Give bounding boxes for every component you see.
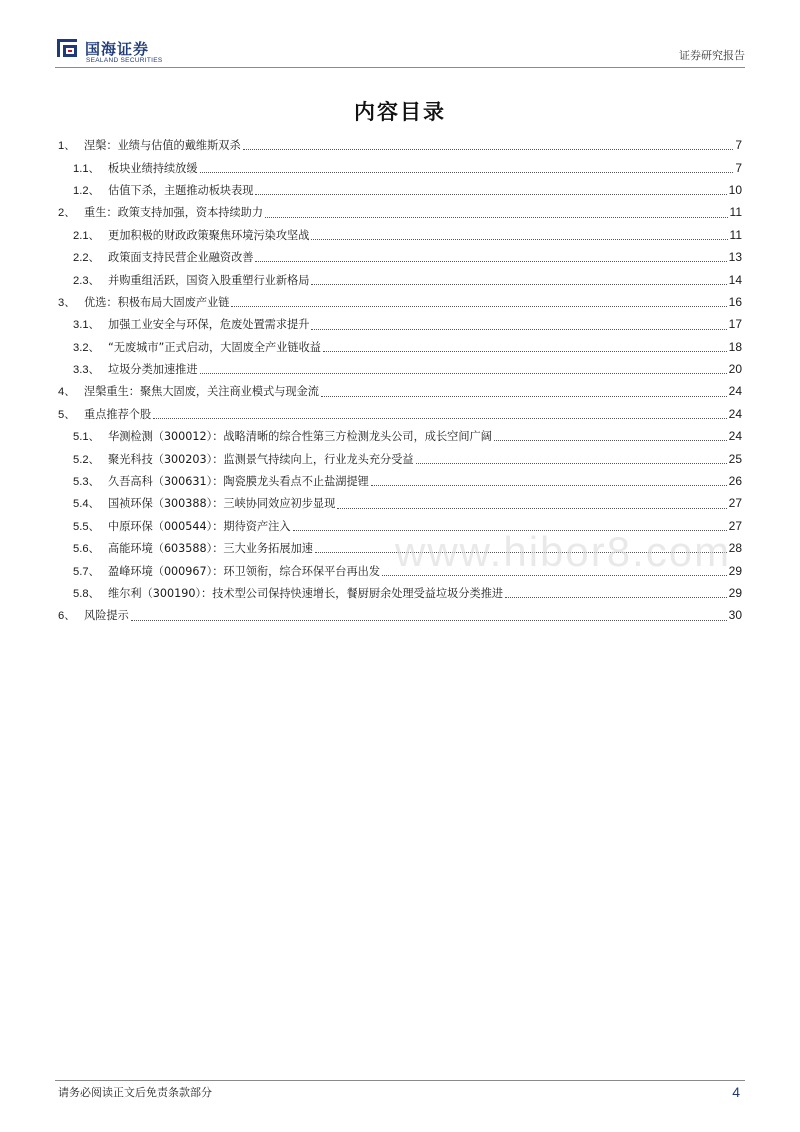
toc-entry-page: 26 xyxy=(728,474,742,489)
toc-leader-dots xyxy=(200,373,727,374)
toc-entry[interactable] xyxy=(58,470,742,492)
toc-entry-page: 25 xyxy=(728,451,742,466)
toc-entry[interactable] xyxy=(58,179,742,201)
toc-entry-page: 16 xyxy=(728,294,742,309)
toc-entry-page: 14 xyxy=(728,272,742,287)
toc-entry-title: 板块业绩持续放缓 xyxy=(108,161,198,175)
toc-entry[interactable] xyxy=(58,380,742,402)
disclaimer-note: 请务必阅读正文后免责条款部分 xyxy=(58,1086,212,1099)
page-title: 内容目录 xyxy=(354,99,446,124)
toc-entry-number: 3.3、 xyxy=(73,364,100,377)
toc-entry-page: 17 xyxy=(728,317,742,332)
toc-entry[interactable] xyxy=(58,358,742,380)
toc-entry-page: 7 xyxy=(735,138,742,153)
toc-entry-title: 并购重组活跃，国资入股重塑行业新格局 xyxy=(108,273,310,287)
toc-entry-number: 3、 xyxy=(58,296,76,309)
toc-entry-page: 18 xyxy=(728,339,742,354)
toc-entry-page: 29 xyxy=(728,563,742,578)
toc-entry[interactable] xyxy=(58,447,742,469)
toc-entry-title: “无废城市”正式启动，大固废全产业链收益 xyxy=(108,340,321,354)
toc-entry-number: 6、 xyxy=(58,610,76,623)
toc-entry[interactable] xyxy=(58,268,742,290)
toc-entry-title: 估值下杀，主题推动板块表现 xyxy=(108,183,254,197)
toc-leader-dots xyxy=(311,284,726,285)
toc-entry-title: 优选：积极布局大固废产业链 xyxy=(84,295,230,309)
toc-leader-dots xyxy=(505,597,727,598)
toc-entry[interactable] xyxy=(58,246,742,268)
toc-entry-title: 更加积极的财政政策聚焦环境污染攻坚战 xyxy=(108,228,310,242)
toc-entry-page: 27 xyxy=(728,496,742,511)
toc-entry[interactable] xyxy=(58,582,742,604)
toc-entry-title: 国祯环保（300388）：三峡协同效应初步显现 xyxy=(108,497,336,511)
toc-leader-dots xyxy=(231,306,726,307)
toc-entry-page: 29 xyxy=(728,586,742,600)
toc-entry[interactable] xyxy=(58,224,742,246)
toc-entry-number: 2.3、 xyxy=(73,274,100,287)
toc-entry-number: 5.4、 xyxy=(73,498,100,511)
toc-leader-dots xyxy=(323,351,727,352)
toc-entry-number: 5.7、 xyxy=(73,565,100,578)
toc-entry-title: 盈峰环境（000967）：环卫领衔，综合环保平台再出发 xyxy=(108,564,381,578)
toc-entry-number: 5.3、 xyxy=(73,476,100,489)
toc-entry-title: 涅槃：业绩与估值的戴维斯双杀 xyxy=(84,139,241,153)
toc-leader-dots xyxy=(153,418,727,419)
toc-leader-dots xyxy=(243,149,734,150)
toc-entry-page: 24 xyxy=(728,384,742,399)
toc-entry[interactable] xyxy=(58,313,742,335)
toc-entry-page: 20 xyxy=(728,362,742,377)
toc-entry-page: 7 xyxy=(735,160,742,175)
toc-entry-title: 重生：政策支持加强，资本持续助力 xyxy=(84,206,264,220)
footer-divider xyxy=(55,1080,745,1081)
toc-entry-number: 3.1、 xyxy=(73,319,100,332)
header-divider xyxy=(55,67,745,68)
toc-entry-page: 11 xyxy=(729,205,742,220)
toc-entry-title: 垃圾分类加速推进 xyxy=(108,363,198,377)
toc-entry-title: 涅槃重生：聚焦大固废，关注商业模式与现金流 xyxy=(84,385,319,399)
toc-entry[interactable] xyxy=(58,291,742,313)
toc-entry-page: 28 xyxy=(728,541,742,556)
toc-entry-page: 24 xyxy=(728,406,742,421)
toc-leader-dots xyxy=(416,463,727,464)
toc-entry-number: 2.2、 xyxy=(73,252,100,265)
toc-entry-page: 11 xyxy=(729,227,742,242)
toc-entry[interactable] xyxy=(58,403,742,425)
toc-entry-number: 5.5、 xyxy=(73,520,100,533)
toc-entry-page: 10 xyxy=(728,182,742,197)
toc-entry-title: 久吾高科（300631）：陶瓷膜龙头看点不止盐湖提锂 xyxy=(108,475,369,489)
toc-leader-dots xyxy=(131,620,727,621)
toc-entry[interactable] xyxy=(58,134,742,156)
toc-entry-number: 4、 xyxy=(58,386,76,399)
toc-leader-dots xyxy=(337,508,726,509)
logo-chinese-name: 国海证券 xyxy=(85,40,150,58)
toc-entry[interactable] xyxy=(58,492,742,514)
toc-entry-number: 5、 xyxy=(58,408,76,421)
toc-leader-dots xyxy=(311,329,726,330)
toc-entry-number: 2.1、 xyxy=(73,229,100,242)
watermark: www.hibor8.com xyxy=(395,528,732,575)
toc-entry[interactable] xyxy=(58,604,742,626)
toc-entry-page: 30 xyxy=(728,608,742,623)
toc-entry-number: 1、 xyxy=(58,140,76,153)
toc-entry-number: 5.2、 xyxy=(73,453,100,466)
toc-entry-number: 1.2、 xyxy=(73,184,100,197)
logo-mark-icon xyxy=(55,36,79,60)
toc-entry-page: 13 xyxy=(728,250,742,265)
toc-entry[interactable] xyxy=(58,336,742,358)
toc-entry-title: 加强工业安全与环保，危废处置需求提升 xyxy=(108,318,310,332)
page-number: 4 xyxy=(732,1084,740,1100)
toc-entry-title: 重点推荐个股 xyxy=(84,407,152,421)
toc-entry-title: 华测检测（300012）：战略清晰的综合性第三方检测龙头公司，成长空间广阔 xyxy=(108,430,492,444)
toc-leader-dots xyxy=(255,261,726,262)
toc-entry-page: 24 xyxy=(728,429,742,444)
toc-entry-number: 5.1、 xyxy=(73,431,100,444)
toc-entry-number: 5.8、 xyxy=(73,588,100,600)
toc-entry-number: 1.1、 xyxy=(73,162,100,175)
toc-entry[interactable] xyxy=(58,425,742,447)
toc-entry[interactable] xyxy=(58,201,742,223)
toc-entry-title: 聚光科技（300203）：监测景气持续向上，行业龙头充分受益 xyxy=(108,452,414,466)
toc-leader-dots xyxy=(371,485,727,486)
toc-entry[interactable] xyxy=(58,156,742,178)
toc-entry-title: 中原环保（000544）：期待资产注入 xyxy=(108,519,291,533)
logo-english-name: SEALAND SECURITIES xyxy=(86,57,163,64)
toc-entry-title: 维尔利（300190）：技术型公司保持快速增长，餐厨厨余处理受益垃圾分类推进 xyxy=(108,587,504,600)
report-type-label: 证券研究报告 xyxy=(679,49,745,62)
toc-entry-number: 3.2、 xyxy=(73,341,100,354)
toc-leader-dots xyxy=(200,172,734,173)
toc-entry-title: 高能环境（603588）：三大业务拓展加速 xyxy=(108,542,313,556)
toc-leader-dots xyxy=(255,194,726,195)
toc-entry-title: 政策面支持民营企业融资改善 xyxy=(108,251,254,265)
toc-leader-dots xyxy=(321,396,727,397)
toc-entry-number: 2、 xyxy=(58,207,76,220)
page-header xyxy=(55,28,745,68)
toc-leader-dots xyxy=(265,217,728,218)
toc-leader-dots xyxy=(311,239,727,240)
toc-entry-page: 27 xyxy=(728,518,742,533)
toc-leader-dots xyxy=(494,440,727,441)
toc-entry-title: 风险提示 xyxy=(84,609,129,623)
toc-entry-number: 5.6、 xyxy=(73,543,100,556)
